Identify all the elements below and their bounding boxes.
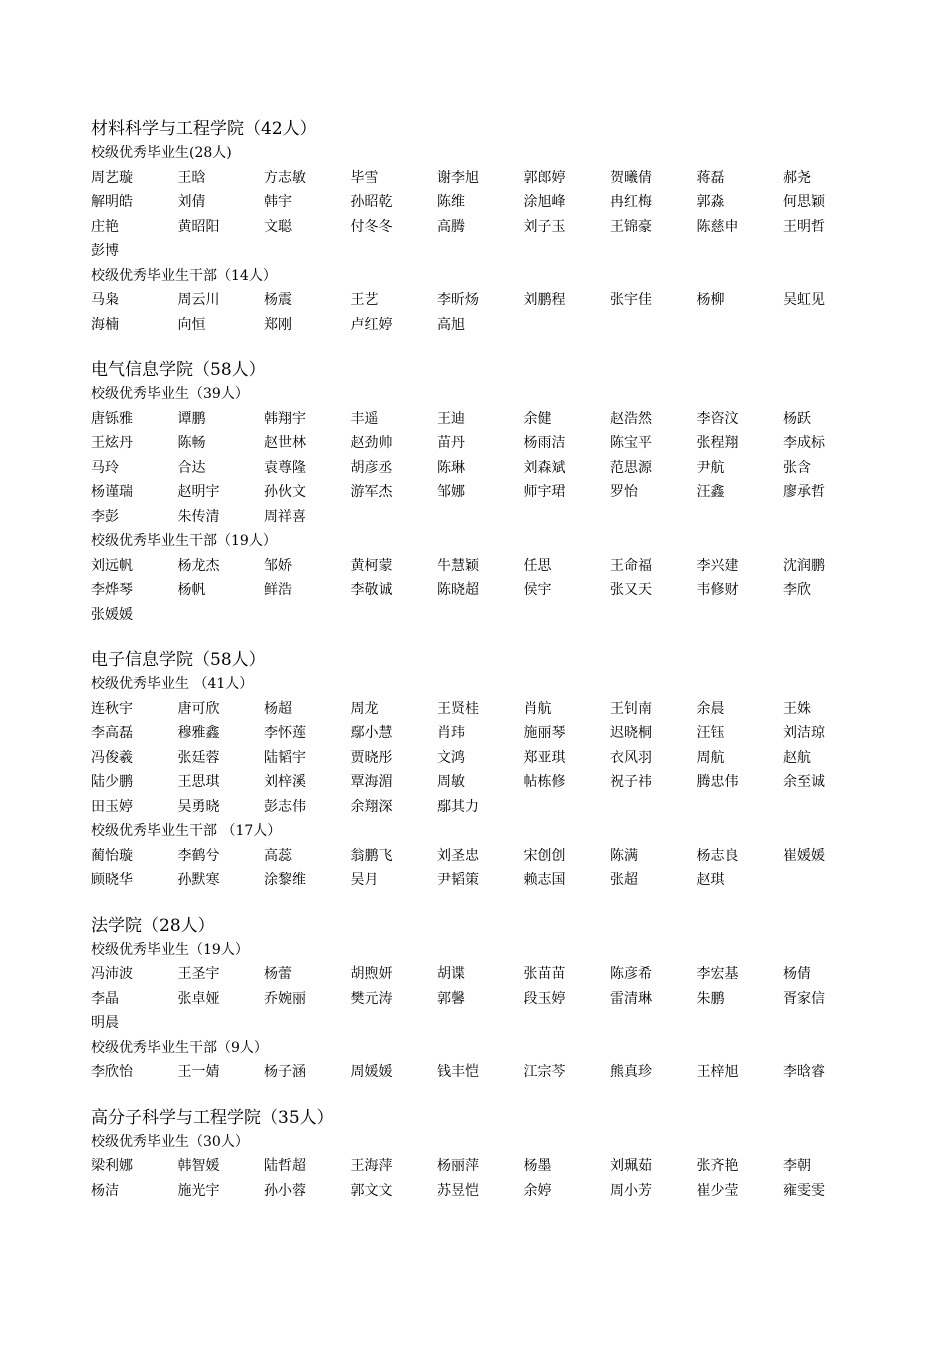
category-title: 校级优秀毕业生(28人) [91, 145, 232, 161]
college-section [91, 358, 871, 627]
student-name: 连秋宇 [91, 700, 133, 717]
student-name: 明晨 [91, 1015, 119, 1031]
student-name: 涂旭峰 [523, 194, 566, 210]
student-name: 赵世林 [264, 435, 306, 451]
student-name: 李高磊 [91, 725, 133, 741]
student-name: 合达 [177, 459, 206, 476]
student-name: 腾忠伟 [696, 774, 739, 790]
student-name: 杨丽萍 [437, 1158, 479, 1174]
student-name: 郑刚 [264, 316, 292, 333]
student-name: 陆韬宇 [264, 749, 306, 766]
student-name: 张超 [610, 872, 638, 888]
student-name: 崔媛媛 [783, 847, 825, 864]
student-name: 陈慈申 [696, 218, 739, 235]
student-name: 韩翔宇 [264, 410, 306, 427]
student-name: 杨震 [264, 292, 292, 308]
student-name: 刘子玉 [523, 218, 566, 235]
student-name: 顾晓华 [91, 872, 133, 888]
student-name: 赖志国 [523, 872, 566, 888]
student-name: 李成标 [783, 435, 825, 451]
student-name: 鄢小慧 [350, 725, 393, 741]
student-name: 穆雅鑫 [177, 725, 220, 741]
student-name: 余婷 [523, 1182, 552, 1199]
student-name: 郭文文 [350, 1182, 393, 1199]
student-name: 赵琪 [696, 872, 725, 888]
student-name: 赵劲帅 [350, 435, 393, 451]
student-name: 刘倩 [177, 194, 206, 210]
category-title: 校级优秀毕业生 （41人） [91, 676, 254, 692]
student-name: 王思琪 [177, 774, 220, 790]
document-body [91, 117, 871, 1207]
student-name: 师宇珺 [523, 484, 566, 500]
student-name: 李晗睿 [783, 1064, 825, 1080]
student-name: 张又天 [610, 582, 652, 598]
student-name: 周航 [696, 749, 725, 766]
student-name: 乔婉丽 [264, 990, 306, 1007]
student-name: 张卓娅 [177, 990, 220, 1007]
student-name: 祝子祎 [610, 774, 652, 790]
student-name: 李兴建 [696, 557, 739, 574]
student-name: 孙伙文 [264, 484, 306, 500]
student-name: 尹航 [696, 459, 725, 476]
student-name: 李鹤兮 [177, 847, 220, 864]
student-name: 周云川 [177, 292, 220, 308]
student-name: 苏昱恺 [437, 1182, 479, 1199]
name-list [91, 962, 871, 1036]
student-name: 张宇佳 [610, 292, 652, 308]
student-name: 马枭 [91, 292, 119, 308]
category-title: 校级优秀毕业生干部（14人） [91, 267, 277, 284]
college-section [91, 117, 871, 337]
student-name: 雍雯雯 [783, 1182, 825, 1199]
student-name: 孙昭乾 [350, 194, 393, 210]
student-name: 张媛媛 [91, 606, 133, 623]
name-list [91, 697, 871, 820]
student-name: 高旭 [437, 316, 465, 333]
student-name: 杨倩 [783, 966, 811, 982]
student-name: 施丽琴 [523, 725, 566, 741]
student-name: 李欣 [783, 582, 811, 598]
student-name: 田玉婷 [91, 798, 133, 815]
student-name: 周艺璇 [91, 169, 133, 186]
student-name: 唐铄雅 [91, 410, 133, 427]
student-name: 何思颖 [783, 194, 825, 210]
student-name: 刘远帆 [91, 557, 133, 574]
name-list [91, 554, 871, 628]
name-list [91, 844, 871, 893]
student-name: 杨洁 [91, 1182, 119, 1199]
student-name: 邹娇 [264, 557, 292, 574]
student-name: 王晗 [177, 169, 206, 186]
student-name: 李朝 [783, 1158, 811, 1174]
student-name: 余晨 [696, 700, 725, 717]
category-title: 校级优秀毕业生（19人） [91, 941, 249, 958]
student-name: 江宗芩 [523, 1064, 566, 1080]
student-name: 解明皓 [91, 194, 133, 210]
student-name: 陈满 [610, 847, 638, 864]
student-name: 刘森斌 [523, 459, 566, 476]
student-name: 李敬诚 [350, 582, 393, 598]
student-name: 赵浩然 [610, 410, 652, 427]
student-name: 余至诚 [783, 774, 825, 790]
student-name: 张含 [783, 459, 811, 476]
student-name: 周祥喜 [264, 508, 306, 525]
student-name: 廖承哲 [783, 484, 825, 500]
college-title: 电子信息学院（58人） [91, 650, 266, 670]
student-name: 蒋磊 [696, 169, 725, 186]
student-name: 谢李旭 [437, 169, 479, 186]
student-name: 贾晓彤 [350, 749, 393, 766]
student-name: 吴勇晓 [177, 798, 220, 815]
student-name: 汪鑫 [696, 484, 725, 500]
student-name: 杨龙杰 [177, 557, 220, 574]
student-name: 陈琳 [437, 459, 465, 476]
student-name: 杨雨洁 [523, 435, 566, 451]
student-name: 胡煦妍 [350, 966, 393, 982]
student-name: 唐可欣 [177, 700, 220, 717]
student-name: 马玲 [91, 459, 119, 476]
student-name: 李宏基 [696, 966, 739, 982]
name-list [91, 1060, 871, 1085]
college-section [91, 648, 871, 893]
student-name: 汪钰 [696, 725, 725, 741]
name-list [91, 1154, 871, 1203]
student-name: 文鸿 [437, 749, 465, 766]
student-name: 李彭 [91, 508, 119, 525]
student-name: 胥家信 [783, 990, 825, 1007]
college-title: 高分子科学与工程学院（35人） [91, 1107, 334, 1128]
student-name: 郭淼 [696, 194, 725, 210]
student-name: 涂黎维 [264, 872, 306, 888]
student-name: 段玉婷 [523, 990, 566, 1007]
student-name: 王命福 [610, 557, 652, 574]
student-name: 谭鹏 [177, 410, 206, 427]
student-name: 雷清琳 [610, 990, 652, 1007]
student-name: 文聪 [264, 218, 292, 235]
student-name: 王姝 [783, 700, 811, 717]
student-name: 方志敏 [264, 169, 306, 186]
student-name: 王一婧 [177, 1064, 220, 1080]
student-name: 杨谨瑞 [91, 484, 133, 500]
student-name: 陈晓超 [437, 582, 479, 598]
student-name: 罗怡 [610, 484, 638, 500]
student-name: 孙默寒 [177, 872, 220, 888]
student-name: 陆少鹏 [91, 774, 133, 790]
student-name: 周龙 [350, 700, 379, 717]
college-title: 电气信息学院（58人） [91, 360, 266, 380]
student-name: 刘圣忠 [437, 847, 479, 864]
category-title: 校级优秀毕业生干部 （17人） [91, 823, 282, 839]
student-name: 刘鹏程 [523, 292, 566, 308]
student-name: 郭郎婷 [523, 169, 566, 186]
college-section [91, 914, 871, 1085]
student-name: 李欣怡 [91, 1064, 133, 1080]
student-name: 杨跃 [783, 410, 811, 427]
category-title: 校级优秀毕业生（39人） [91, 386, 249, 402]
student-name: 帖栋修 [523, 774, 566, 790]
student-name: 衣风羽 [610, 749, 652, 766]
student-name: 施光宇 [177, 1182, 220, 1199]
student-name: 游军杰 [350, 484, 393, 500]
student-name: 高腾 [437, 218, 465, 235]
student-name: 吴月 [350, 872, 379, 888]
category-title: 校级优秀毕业生干部（9人） [91, 1039, 268, 1056]
student-name: 范思源 [610, 459, 652, 476]
student-name: 陈宝平 [610, 435, 652, 451]
student-name: 王迪 [437, 410, 465, 427]
student-name: 孙小蓉 [264, 1182, 306, 1199]
student-name: 王海萍 [350, 1158, 393, 1174]
category-title: 校级优秀毕业生（30人） [91, 1133, 249, 1150]
student-name: 胡谍 [437, 966, 465, 982]
student-name: 杨子涵 [264, 1064, 306, 1080]
student-name: 杨超 [264, 700, 292, 717]
student-name: 高蕊 [264, 847, 292, 864]
student-name: 翁鹏飞 [350, 847, 393, 864]
student-name: 彭博 [91, 243, 119, 259]
student-name: 赵明宇 [177, 484, 220, 500]
student-name: 黄柯蒙 [350, 557, 393, 574]
student-name: 钱丰恺 [437, 1064, 479, 1080]
student-name: 杨蕾 [264, 966, 292, 982]
student-name: 尹韬策 [437, 872, 479, 888]
college-title: 材料科学与工程学院（42人） [91, 119, 317, 139]
student-name: 韩宇 [264, 194, 292, 210]
student-name: 朱鹏 [696, 990, 725, 1007]
student-name: 陈维 [437, 194, 465, 210]
student-name: 庄艳 [91, 218, 119, 235]
student-name: 彭志伟 [264, 798, 306, 815]
student-name: 王炫丹 [91, 435, 133, 451]
student-name: 刘梓溪 [264, 774, 306, 790]
student-name: 王锦豪 [610, 218, 652, 235]
college-section [91, 1106, 871, 1204]
student-name: 鲜浩 [264, 582, 292, 598]
student-name: 付冬冬 [350, 218, 393, 235]
student-name: 杨墨 [523, 1158, 552, 1174]
student-name: 余翔深 [350, 798, 393, 815]
student-name: 袁尊隆 [264, 459, 306, 476]
name-list [91, 288, 871, 337]
student-name: 刘洁琼 [783, 725, 825, 741]
student-name: 王钊南 [610, 700, 652, 717]
student-name: 刘珮茹 [610, 1158, 652, 1174]
student-name: 肖航 [523, 700, 552, 717]
student-name: 肖玮 [437, 725, 465, 741]
student-name: 黄昭阳 [177, 218, 220, 235]
student-name: 张廷蓉 [177, 749, 220, 766]
student-name: 王圣宇 [177, 966, 220, 982]
student-name: 郭馨 [437, 990, 465, 1007]
student-name: 韦修财 [696, 582, 739, 598]
student-name: 冯沛波 [91, 966, 133, 982]
student-name: 丰遥 [350, 410, 379, 427]
student-name: 郝尧 [783, 169, 811, 186]
student-name: 熊真珍 [610, 1064, 652, 1080]
student-name: 吴虹见 [783, 292, 825, 308]
student-name: 牛慧颖 [437, 557, 479, 574]
student-name: 李怀莲 [264, 725, 306, 741]
student-name: 张苗苗 [523, 966, 566, 982]
student-name: 杨帆 [177, 582, 206, 598]
student-name: 梁利娜 [91, 1158, 133, 1174]
student-name: 向恒 [177, 316, 206, 333]
student-name: 李晶 [91, 990, 119, 1007]
student-name: 蔺怡璇 [91, 847, 133, 864]
student-name: 覃海湄 [350, 774, 393, 790]
name-list [91, 166, 871, 264]
student-name: 海楠 [91, 316, 119, 333]
student-name: 张齐艳 [696, 1158, 739, 1174]
student-name: 迟晓桐 [610, 725, 652, 741]
student-name: 王艺 [350, 292, 379, 308]
student-name: 杨志良 [696, 847, 739, 864]
student-name: 李咨汶 [696, 410, 739, 427]
student-name: 胡彦丞 [350, 459, 393, 476]
student-name: 韩智媛 [177, 1158, 220, 1174]
student-name: 陆哲超 [264, 1158, 306, 1174]
student-name: 任思 [523, 557, 552, 574]
student-name: 周小芳 [610, 1182, 652, 1199]
student-name: 王梓旭 [696, 1064, 739, 1080]
college-title: 法学院（28人） [91, 915, 215, 936]
student-name: 杨柳 [696, 292, 725, 308]
student-name: 李烨琴 [91, 582, 133, 598]
student-name: 鄢其力 [437, 798, 479, 815]
student-name: 毕雪 [350, 169, 379, 186]
student-name: 邹娜 [437, 484, 465, 500]
student-name: 赵航 [783, 749, 811, 766]
student-name: 李昕炀 [437, 292, 479, 308]
name-list [91, 407, 871, 530]
student-name: 沈润鹏 [783, 557, 825, 574]
student-name: 郑亚琪 [523, 749, 566, 766]
student-name: 王贤桂 [437, 700, 479, 717]
student-name: 卢红婷 [350, 316, 393, 333]
student-name: 樊元涛 [350, 990, 393, 1007]
student-name: 贺曦倩 [610, 169, 652, 186]
category-title: 校级优秀毕业生干部（19人） [91, 533, 277, 549]
student-name: 宋创创 [523, 847, 566, 864]
student-name: 陈彦希 [610, 966, 652, 982]
student-name: 冯俊羲 [91, 749, 133, 766]
student-name: 侯宇 [523, 582, 552, 598]
student-name: 王明哲 [783, 218, 825, 235]
student-name: 陈畅 [177, 435, 206, 451]
student-name: 余健 [523, 410, 552, 427]
student-name: 苗丹 [437, 435, 465, 451]
student-name: 冉红梅 [610, 194, 652, 210]
student-name: 周媛媛 [350, 1064, 393, 1080]
student-name: 朱传清 [177, 508, 220, 525]
student-name: 周敏 [437, 774, 465, 790]
student-name: 张程翔 [696, 435, 739, 451]
student-name: 崔少莹 [696, 1182, 739, 1199]
